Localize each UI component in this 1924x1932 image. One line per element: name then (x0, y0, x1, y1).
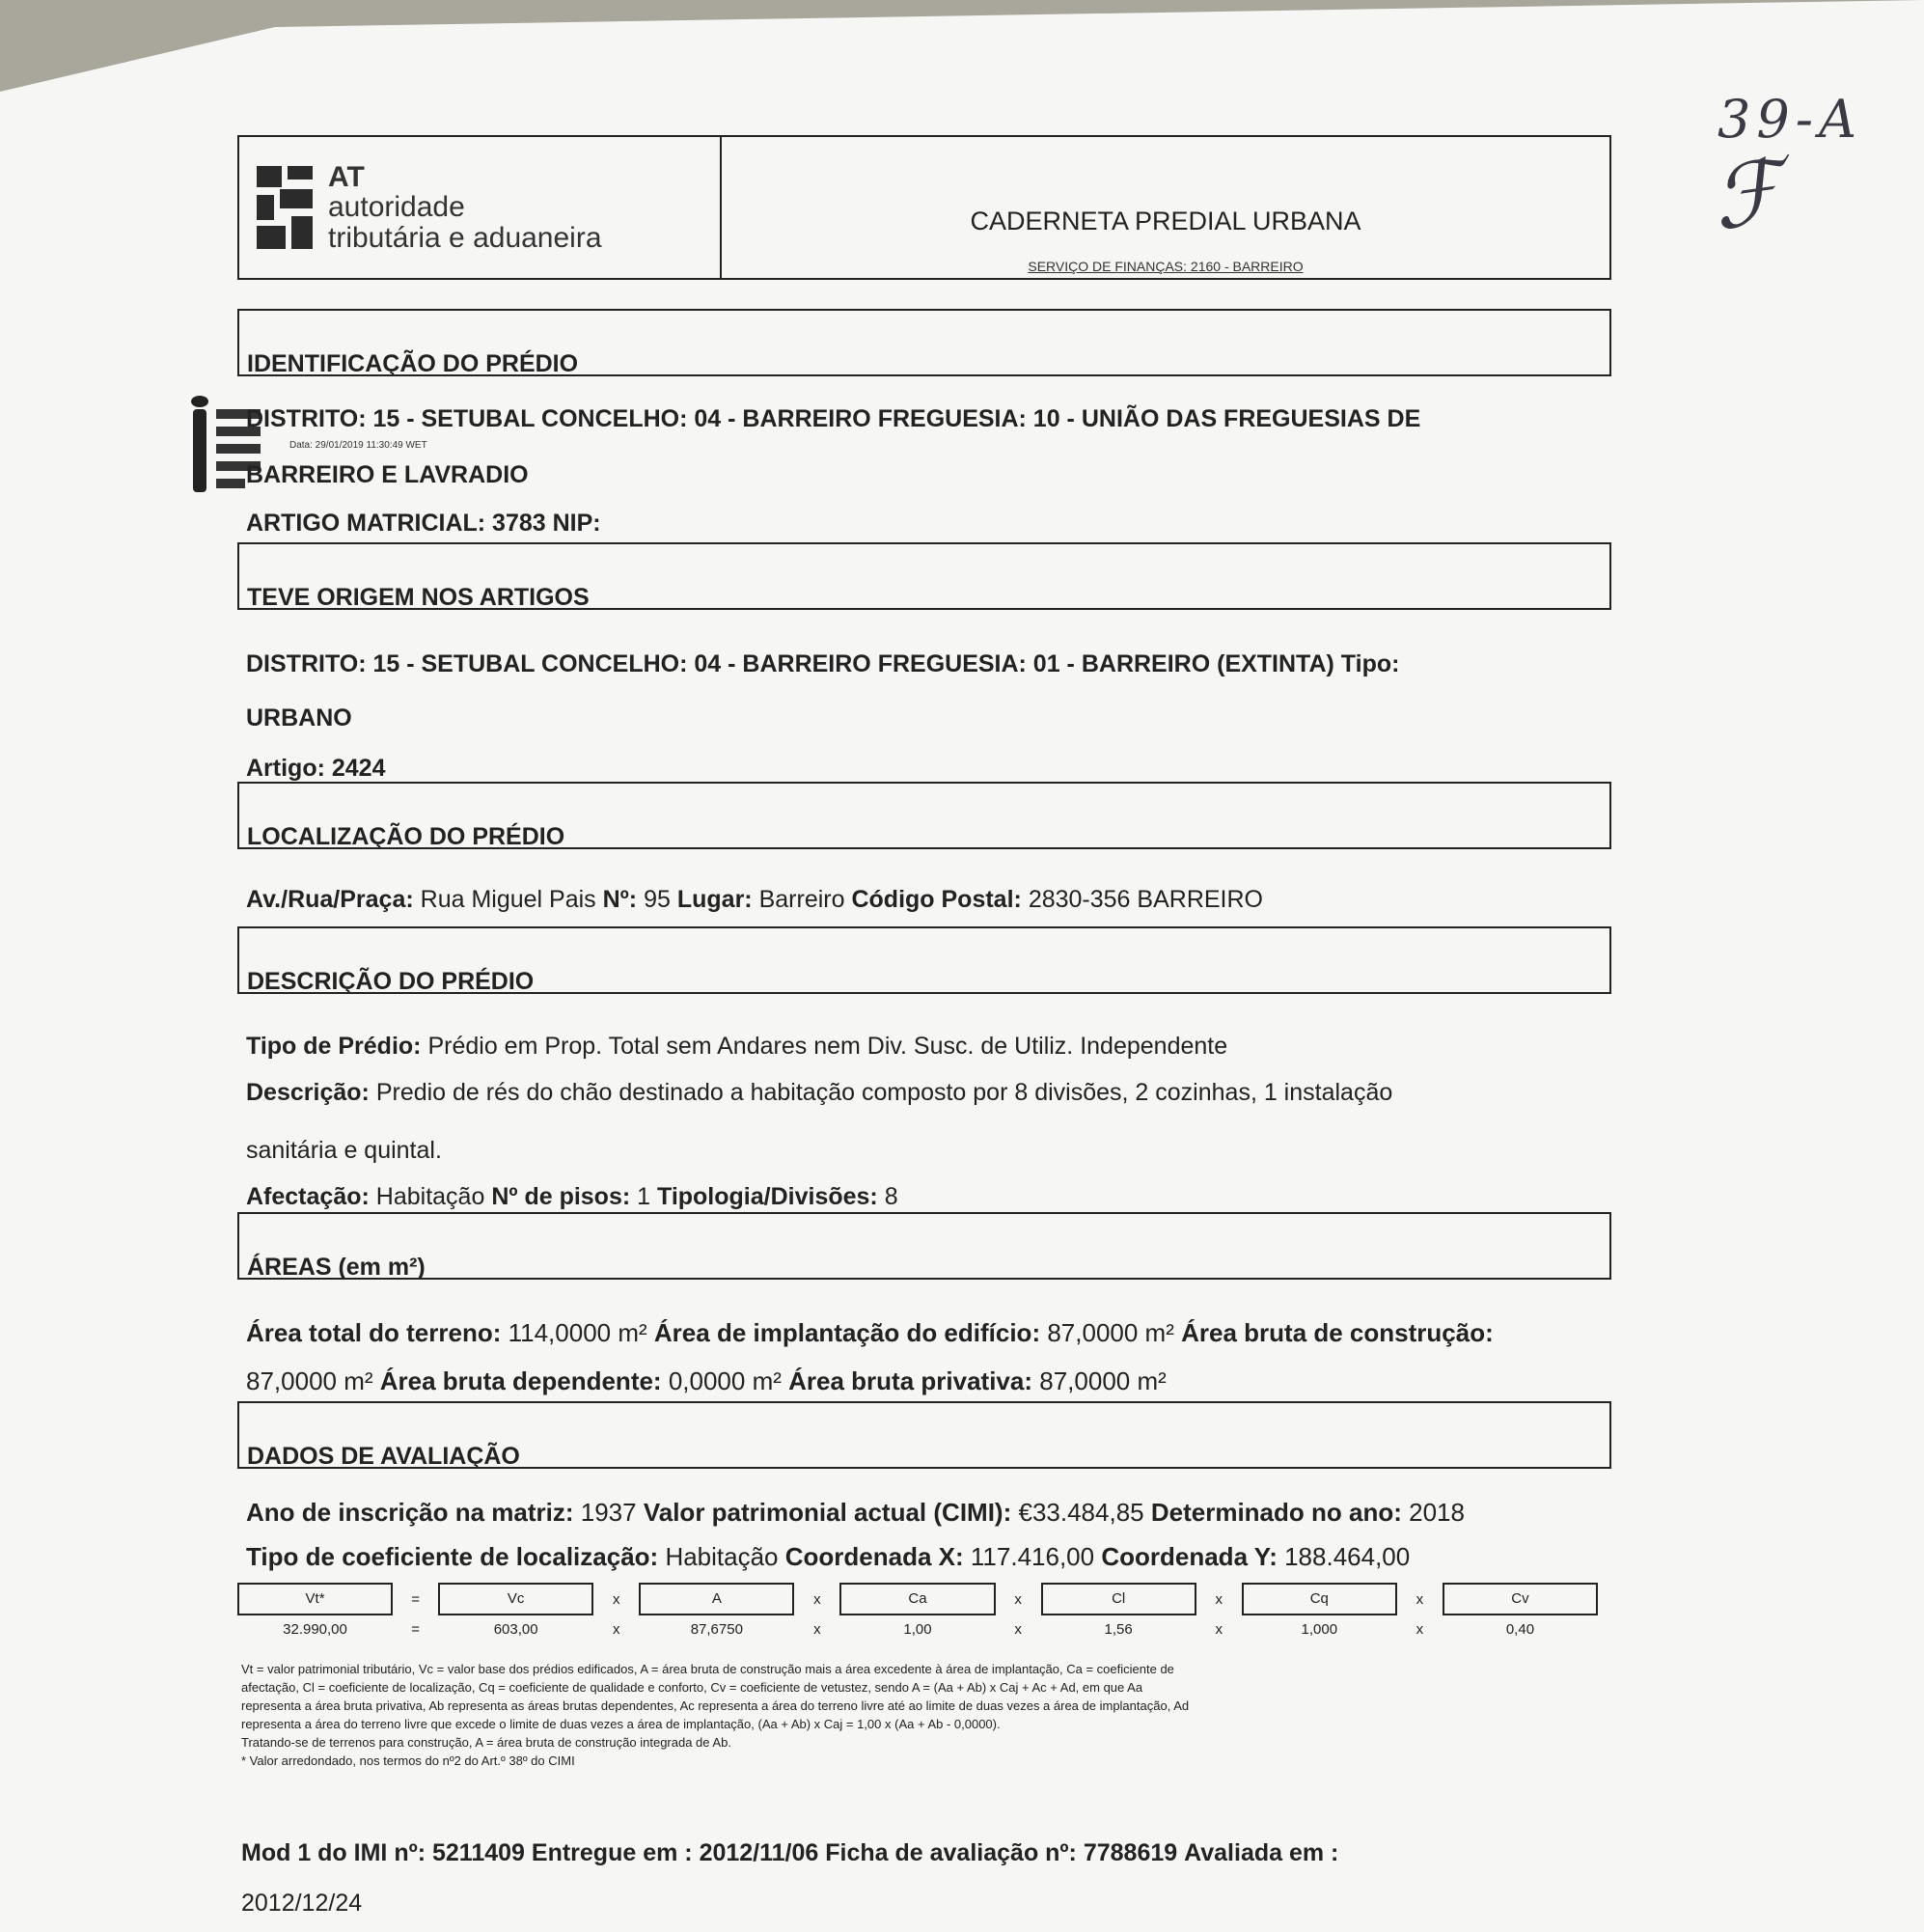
origem-line1: DISTRITO: 15 - SETUBAL CONCELHO: 04 - BARREIRO FREGUESIA: 01 - BARREIRO (EXTINTA) Tipo: (246, 650, 1400, 677)
section-areas (237, 1212, 1611, 1280)
id-line1: DISTRITO: 15 - SETUBAL CONCELHO: 04 - BARREIRO FREGUESIA: 10 - UNIÃO DAS FREGUESIAS DE (246, 405, 1421, 432)
formula-box-cq: Cq (1242, 1583, 1397, 1615)
section-heading: LOCALIZAÇÃO DO PRÉDIO (247, 823, 565, 850)
service-office: SERVIÇO DE FINANÇAS: 2160 - BARREIRO (1028, 259, 1304, 274)
valuation-formula (237, 1583, 1598, 1638)
areas-line2: 87,0000 m² Área bruta dependente: 0,0000 m² Área bruta privativa: 87,0000 m² (246, 1366, 1167, 1395)
section-identificacao (237, 309, 1611, 376)
section-localizacao (237, 782, 1611, 849)
areas-line1: Área total do terreno: 114,0000 m² Área de implantação do edifício: 87,0000 m² Área bruta de construção: (246, 1318, 1494, 1347)
at-logo-icon (257, 166, 315, 249)
section-heading: DADOS DE AVALIAÇÃO (247, 1443, 520, 1470)
formula-value: 87,6750 (690, 1621, 743, 1638)
avaliada-date: 2012/12/24 (241, 1890, 363, 1917)
avaliacao-line1: Ano de inscrição na matriz: 1937 Valor patrimonial actual (CIMI): €33.484,85 Determinado no ano: 2018 (246, 1498, 1465, 1527)
mod-imi-line: Mod 1 do IMI nº: 5211409 Entregue em : 2012/11/06 Ficha de avaliação nº: 7788619 Avaliada em : (241, 1839, 1339, 1866)
logo-at: AT (328, 160, 365, 193)
artigo-matricial: ARTIGO MATRICIAL: 3783 NIP: (246, 510, 601, 537)
logo-line2: autoridade (328, 191, 465, 224)
descricao-line1: Descrição: Predio de rés do chão destinado a habitação composto por 8 divisões, 2 cozinhas, 1 instalação (246, 1079, 1393, 1106)
tipo-predio: Tipo de Prédio: Prédio em Prop. Total sem Andares nem Div. Susc. de Utiliz. Independente (246, 1033, 1228, 1060)
formula-box-vc: Vc (438, 1583, 593, 1615)
section-heading: ÁREAS (em m²) (247, 1254, 426, 1281)
formula-value: 32.990,00 (283, 1621, 347, 1638)
avaliacao-line2: Tipo de coeficiente de localização: Habitação Coordenada X: 117.416,00 Coordenada Y: 188.464,00 (246, 1542, 1411, 1571)
handwritten-initials: ℱ (1706, 140, 1788, 251)
logo-line3: tributária e aduaneira (328, 221, 602, 254)
formula-box-vt: Vt* (237, 1583, 393, 1615)
document-title: CADERNETA PREDIAL URBANA (970, 207, 1361, 235)
id-line2: BARREIRO E LAVRADIO (246, 461, 529, 488)
stamp-date: Data: 29/01/2019 11:30:49 WET (289, 440, 427, 451)
formula-values: 32.990,00 = 603,00 x 87,6750 x 1,00 x 1,56 x 1,000 x 0,40 (237, 1621, 1598, 1638)
formula-value: 1,00 (903, 1621, 932, 1638)
section-heading: DESCRIÇÃO DO PRÉDIO (247, 968, 535, 995)
formula-box-cv: Cv (1443, 1583, 1598, 1615)
formula-notes: Vt = valor patrimonial tributário, Vc = valor base dos prédios edificados, A = área bruta de construção mais a área excedente à área de implantação, Ca = coeficiente de afectação, Cl = coeficiente de localização, Cq = coeficiente de qualidade e conforto, Cv = coeficiente de vetustez, sendo A = (Aa + Ab) x Caj + Ac + Ad, em que Aa representa a área bruta privativa, Ab representa as áreas brutas dependentes, Ac representa a área do terreno livre até ao limite de duas vezes a área de implantação, Ad representa a área do terreno livre que excede o limite de duas vezes a área de implantação, (Aa + Ab) x Caj = 1,00 x (Aa + Ab - 0,0000). Tratando-se de terrenos para construção, A = área bruta de construção integrada de Ab. * Valor arredondado, nos termos do nº2 do Art.º 38º do CIMI (241, 1662, 1190, 1768)
descricao-line2: sanitária e quintal. (246, 1137, 442, 1164)
handwritten-reference: 39-A (1718, 89, 1862, 150)
formula-box-ca: Ca (839, 1583, 995, 1615)
section-heading: IDENTIFICAÇÃO DO PRÉDIO (247, 350, 579, 377)
afectacao-line: Afectação: Habitação Nº de pisos: 1 Tipologia/Divisões: 8 (246, 1183, 898, 1210)
section-descricao (237, 926, 1611, 994)
origem-line2: URBANO (246, 704, 352, 731)
at-logo (239, 137, 722, 278)
formula-box-cl: Cl (1041, 1583, 1196, 1615)
formula-value: 0,40 (1505, 1621, 1535, 1638)
formula-value: 1,000 (1301, 1621, 1338, 1638)
origem-artigo: Artigo: 2424 (246, 755, 386, 782)
formula-value: 1,56 (1104, 1621, 1133, 1638)
formula-value: 603,00 (493, 1621, 538, 1638)
document-header (237, 135, 1611, 280)
section-heading: TEVE ORIGEM NOS ARTIGOS (247, 584, 590, 611)
localizacao-line: Av./Rua/Praça: Rua Miguel Pais Nº: 95 Lugar: Barreiro Código Postal: 2830-356 BARREIRO (246, 886, 1263, 913)
formula-box-a: A (639, 1583, 794, 1615)
formula-labels: Vt* = Vc x A x Ca x Cl x Cq x Cv (237, 1583, 1598, 1615)
section-avaliacao (237, 1401, 1611, 1469)
section-origem (237, 542, 1611, 610)
